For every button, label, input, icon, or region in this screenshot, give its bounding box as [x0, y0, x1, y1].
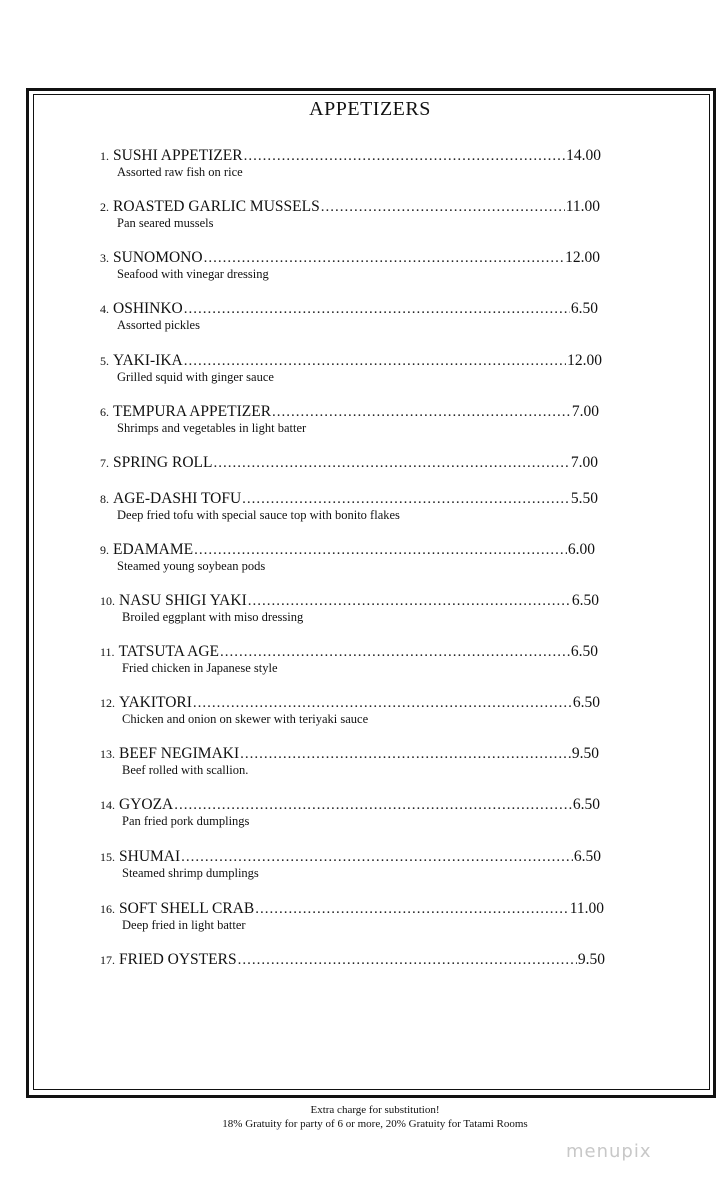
menu-item-name: SUSHI APPETIZER	[113, 147, 243, 164]
menu-item-number: 16.	[100, 902, 115, 916]
menu-item-description: Steamed shrimp dumplings	[122, 866, 259, 880]
menu-item-number: 17.	[100, 953, 115, 967]
menu-item-price: 5.50	[570, 490, 598, 507]
menu-item-number: 4.	[100, 302, 109, 316]
menu-item-price: 7.00	[570, 454, 598, 471]
menu-item-price: 9.50	[577, 951, 605, 968]
menu-item-name: SPRING ROLL	[113, 454, 213, 471]
dot-leader	[255, 901, 568, 918]
menu-item-price: 14.00	[566, 147, 601, 164]
menu-item-description: Deep fried tofu with special sauce top with bonito flakes	[117, 508, 400, 522]
menu-item-description: Chicken and onion on skewer with teriyaki sauce	[122, 712, 369, 726]
footer-substitution-note: Extra charge for substitution!	[310, 1104, 440, 1116]
menu-item-name: GYOZA	[119, 796, 174, 813]
menu-item-price: 6.50	[570, 300, 598, 317]
menu-item-price: 11.00	[565, 198, 600, 215]
menu-item-name: OSHINKO	[113, 300, 183, 317]
dot-leader	[242, 491, 570, 508]
menu-item-price: 6.50	[573, 848, 601, 865]
menu-item-description: Fried chicken in Japanese style	[122, 661, 278, 675]
menu-item-price: 12.00	[565, 249, 600, 266]
menu-item-line	[100, 796, 600, 816]
menu-item-name: SHUMAI	[119, 848, 181, 865]
dot-leader	[321, 199, 565, 216]
dot-leader	[272, 404, 571, 421]
menu-item-price: 6.50	[570, 643, 598, 660]
dot-leader	[220, 644, 570, 661]
dot-leader	[184, 301, 570, 318]
footer-note	[0, 1103, 720, 1131]
menu-item-number: 10.	[100, 594, 115, 608]
menu-item-name: BEEF NEGIMAKI	[119, 745, 240, 762]
menu-item-number: 13.	[100, 747, 115, 761]
menu-item-description: Pan seared mussels	[117, 216, 214, 230]
menu-item-line	[100, 454, 598, 474]
menu-item-price: 11.00	[569, 900, 604, 917]
menu-item-number: 8.	[100, 492, 109, 506]
menu-item-number: 6.	[100, 405, 109, 419]
menu-item-line	[100, 490, 598, 510]
dot-leader	[213, 455, 569, 472]
menu-item-line	[100, 147, 601, 167]
menu-item-number: 11.	[100, 645, 115, 659]
menu-item-description: Beef rolled with scallion.	[122, 763, 249, 777]
menu-item-line	[100, 403, 599, 423]
menu-item-description: Steamed young soybean pods	[117, 559, 266, 573]
menu-item-description: Broiled eggplant with miso dressing	[122, 610, 304, 624]
section-title: APPETIZERS	[309, 98, 431, 120]
menu-item-name: SOFT SHELL CRAB	[119, 900, 255, 917]
menu-item-name: AGE-DASHI TOFU	[113, 490, 242, 507]
menu-item-number: 7.	[100, 456, 109, 470]
menu-item-price: 6.50	[572, 694, 600, 711]
dot-leader	[174, 797, 572, 814]
dot-leader	[244, 148, 566, 165]
menu-item-number: 2.	[100, 200, 109, 214]
dot-leader	[204, 250, 565, 267]
menu-item-name: ROASTED GARLIC MUSSELS	[113, 198, 320, 215]
menu-item-name: YAKITORI	[119, 694, 192, 711]
menu-item-line	[100, 592, 599, 612]
dot-leader	[184, 353, 566, 370]
menu-item-line	[100, 643, 598, 663]
menu-item-line	[100, 900, 604, 920]
menu-item-number: 1.	[100, 149, 109, 163]
dot-leader	[238, 952, 577, 969]
menu-item-line	[100, 951, 605, 971]
menu-item-description: Seafood with vinegar dressing	[117, 267, 269, 281]
dot-leader	[194, 542, 567, 559]
menu-item-description: Pan fried pork dumplings	[122, 814, 250, 828]
menu-item-line	[100, 694, 600, 714]
menu-item-number: 9.	[100, 543, 109, 557]
menu-item-name: SUNOMONO	[113, 249, 203, 266]
menu-item-description: Deep fried in light batter	[122, 918, 246, 932]
dot-leader	[181, 849, 573, 866]
menu-item-price: 12.00	[567, 352, 602, 369]
menu-item-price: 6.00	[567, 541, 595, 558]
dot-leader	[248, 593, 571, 610]
menu-item-line	[100, 300, 598, 320]
menu-item-price: 6.50	[571, 592, 599, 609]
menu-item-price: 6.50	[572, 796, 600, 813]
menu-item-price: 7.00	[571, 403, 599, 420]
menu-item-number: 15.	[100, 850, 115, 864]
menu-item-line	[100, 541, 595, 561]
menu-item-name: TEMPURA APPETIZER	[113, 403, 272, 420]
menu-item-line	[100, 198, 600, 218]
menu-item-name: FRIED OYSTERS	[119, 951, 237, 968]
menu-item-description: Grilled squid with ginger sauce	[117, 370, 274, 384]
dot-leader	[193, 695, 572, 712]
menu-item-number: 5.	[100, 354, 109, 368]
menu-item-name: TATSUTA AGE	[118, 643, 219, 660]
menu-item-line	[100, 352, 602, 372]
footer-gratuity-note: 18% Gratuity for party of 6 or more, 20% Gratuity for Tatami Rooms	[222, 1118, 528, 1130]
menu-item-description: Shrimps and vegetables in light batter	[117, 421, 307, 435]
menu-item-description: Assorted pickles	[117, 318, 200, 332]
menu-item-number: 12.	[100, 696, 115, 710]
dot-leader	[240, 746, 571, 763]
menu-item-line	[100, 249, 600, 269]
menu-item-price: 9.50	[571, 745, 599, 762]
menu-item-number: 3.	[100, 251, 109, 265]
menu-item-line	[100, 848, 601, 868]
menu-item-name: NASU SHIGI YAKI	[119, 592, 247, 609]
menu-item-name: EDAMAME	[113, 541, 194, 558]
menu-item-description: Assorted raw fish on rice	[117, 165, 243, 179]
watermark-logo: menupix	[566, 1141, 652, 1162]
menu-item-line	[100, 745, 599, 765]
menu-item-number: 14.	[100, 798, 115, 812]
menu-item-name: YAKI-IKA	[113, 352, 183, 369]
